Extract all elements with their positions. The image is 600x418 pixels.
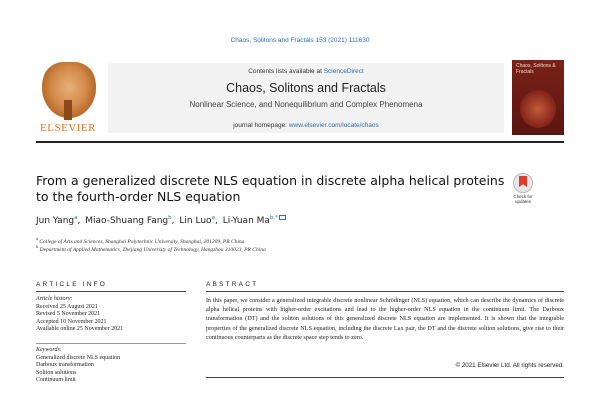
journal-subtitle: Nonlinear Science, and Nonequilibrium and Complex Phenomena: [189, 100, 423, 109]
affil-marker: b: [36, 244, 39, 249]
author-name[interactable]: Lin Luo: [179, 216, 212, 226]
article-history: [36, 296, 123, 334]
author-name[interactable]: Miao-Shuang Fang: [85, 216, 169, 226]
history-item: Available online 25 November 2021: [36, 326, 124, 333]
author-affil-marker[interactable]: a: [211, 215, 215, 221]
keyword-item: Generalized discrete NLS equation: [36, 354, 121, 361]
journal-header-panel: [108, 63, 504, 133]
cover-title: Chaos, Solitons & Fractals: [516, 63, 556, 75]
journal-cover-thumbnail[interactable]: [512, 60, 564, 135]
affil-text: College of Arts and Sciences, Shanghai Polytechnic University, Shanghai, 201209, PR China: [39, 238, 245, 245]
affil-marker: a: [36, 236, 38, 241]
keyword-item: Darboux transformation: [36, 362, 94, 369]
footer-fade: [0, 406, 600, 418]
history-item: Revised 5 November 2021: [36, 311, 101, 318]
history-divider: [36, 343, 186, 344]
homepage-prefix: journal homepage:: [233, 122, 289, 129]
author-affil-marker[interactable]: b: [168, 215, 172, 221]
header-divider: [36, 141, 564, 143]
keyword-item: Soliton solutions: [36, 369, 77, 376]
elsevier-logo[interactable]: [36, 60, 100, 136]
keywords: [36, 347, 120, 385]
copyright-notice: © 2021 Elsevier Ltd. All rights reserved.: [455, 362, 564, 369]
abstract-heading: ABSTRACT: [206, 281, 259, 288]
article-info-rule: [36, 291, 186, 292]
cover-fractal-art: [520, 90, 556, 128]
author-affil-marker[interactable]: a: [74, 215, 78, 221]
email-envelope-icon[interactable]: [279, 215, 286, 220]
homepage-line: [108, 122, 504, 129]
abstract-rule: [206, 291, 564, 292]
check-updates-label: Check for updates: [513, 194, 533, 204]
keyword-item: Continuum limit: [36, 377, 76, 384]
paper-title: From a generalized discrete NLS equation in discrete alpha helical proteins to the fourth-order NLS equation: [36, 173, 505, 204]
abstract-text: In this paper, we consider a generalized integrable discrete nonlinear Schrödinger (NLS) equation, which can describe the dynamics of discrete alpha helical proteins with higher-order excitations and lead to the higher-order NLS equation in the continuum limit. The Darboux transformation (DT) and the soliton solutions of this generalized discrete NLS equation are implemented. It is shown that the integrable properties of the generalized discrete NLS equation, including the discrete Lax pair, the DT and the discrete soliton solutions, give rise to their continuous counterparts as the discrete space step tends to zero.: [206, 297, 564, 341]
author-name[interactable]: Jun Yang: [36, 216, 75, 226]
keywords-label: Keywords:: [36, 347, 62, 353]
journal-homepage-link[interactable]: www.elsevier.com/locate/chaos: [288, 122, 379, 129]
author-name[interactable]: Li-Yuan Ma: [222, 216, 270, 226]
article-info-heading: ARTICLE INFO: [36, 281, 108, 288]
affil-text: Department of Applied Mathematics, Zhejiang University of Technology, Hangzhou 310023, PR China: [39, 246, 266, 253]
history-item: Accepted 10 November 2021: [36, 318, 107, 325]
check-for-updates-button[interactable]: [509, 172, 537, 206]
affiliation-b: [36, 244, 266, 253]
contents-prefix: Contents lists available at: [248, 68, 324, 75]
journal-reference[interactable]: Chaos, Solitons and Fractals 153 (2021) 111630: [230, 37, 370, 44]
contents-line: [108, 68, 504, 75]
author-affil-marker[interactable]: b,*: [269, 215, 278, 221]
history-label: Article history:: [36, 296, 73, 302]
elsevier-wordmark: ELSEVIER: [40, 122, 96, 134]
sciencedirect-link[interactable]: ScienceDirect: [323, 68, 364, 75]
author-list: Jun Yang$^a$, Miao-Shuang Fang$^b$, Lin Luo$^a$, Li-Yuan $Ma^{b,*}$: [36, 215, 286, 226]
journal-title: Chaos, Solitons and Fractals: [226, 81, 386, 95]
tree-trunk: [64, 100, 72, 120]
abstract-bottom-rule: [206, 377, 564, 378]
history-item: Received 25 August 2021: [36, 303, 98, 310]
